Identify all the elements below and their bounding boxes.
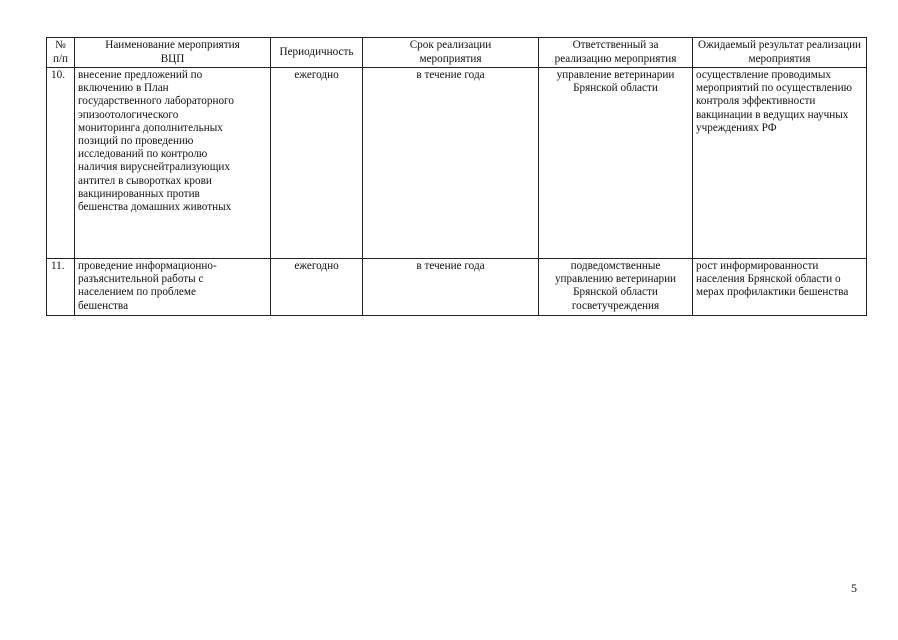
measures-table [46, 37, 867, 316]
header-number: № п/п [47, 38, 75, 68]
row-term: в течение года [363, 259, 539, 316]
row-periodicity: ежегодно [271, 68, 363, 259]
row-number: 10. [47, 68, 75, 259]
row-expected-result: осуществление проводимых мероприятий по осуществлению контроля эффективности вакцинации в ведущих научных учреждениях РФ [693, 68, 867, 259]
header-periodicity: Периодичность [271, 38, 363, 68]
table-header-row [47, 38, 867, 68]
row-periodicity: ежегодно [271, 259, 363, 316]
row-responsible: управление ветеринарии Брянской области [539, 68, 693, 259]
header-responsible: Ответственный за реализацию мероприятия [539, 38, 693, 68]
row-measure-name: проведение информационно- разъяснительной работы с населением по проблеме бешенства [75, 259, 271, 316]
table-row [47, 259, 867, 316]
header-expected-result: Ожидаемый результат реализации мероприятия [693, 38, 867, 68]
row-number: 11. [47, 259, 75, 316]
row-responsible: подведомственные управлению ветеринарии Брянской области госветучреждения [539, 259, 693, 316]
page-number: 5 [851, 581, 857, 595]
header-term: Срок реализации мероприятия [363, 38, 539, 68]
row-measure-name: внесение предложений по включению в План государственного лабораторного эпизоотологического мониторинга дополнительных позиций по проведению исследований по контролю наличия вируснейтрализующих антител в сыворотках крови вакцинированных против бешенства домашних животных [75, 68, 271, 259]
row-expected-result: рост информированности населения Брянской области о мерах профилактики бешенства [693, 259, 867, 316]
row-term: в течение года [363, 68, 539, 259]
header-measure-name: Наименование мероприятия ВЦП [75, 38, 271, 68]
table-row [47, 68, 867, 259]
